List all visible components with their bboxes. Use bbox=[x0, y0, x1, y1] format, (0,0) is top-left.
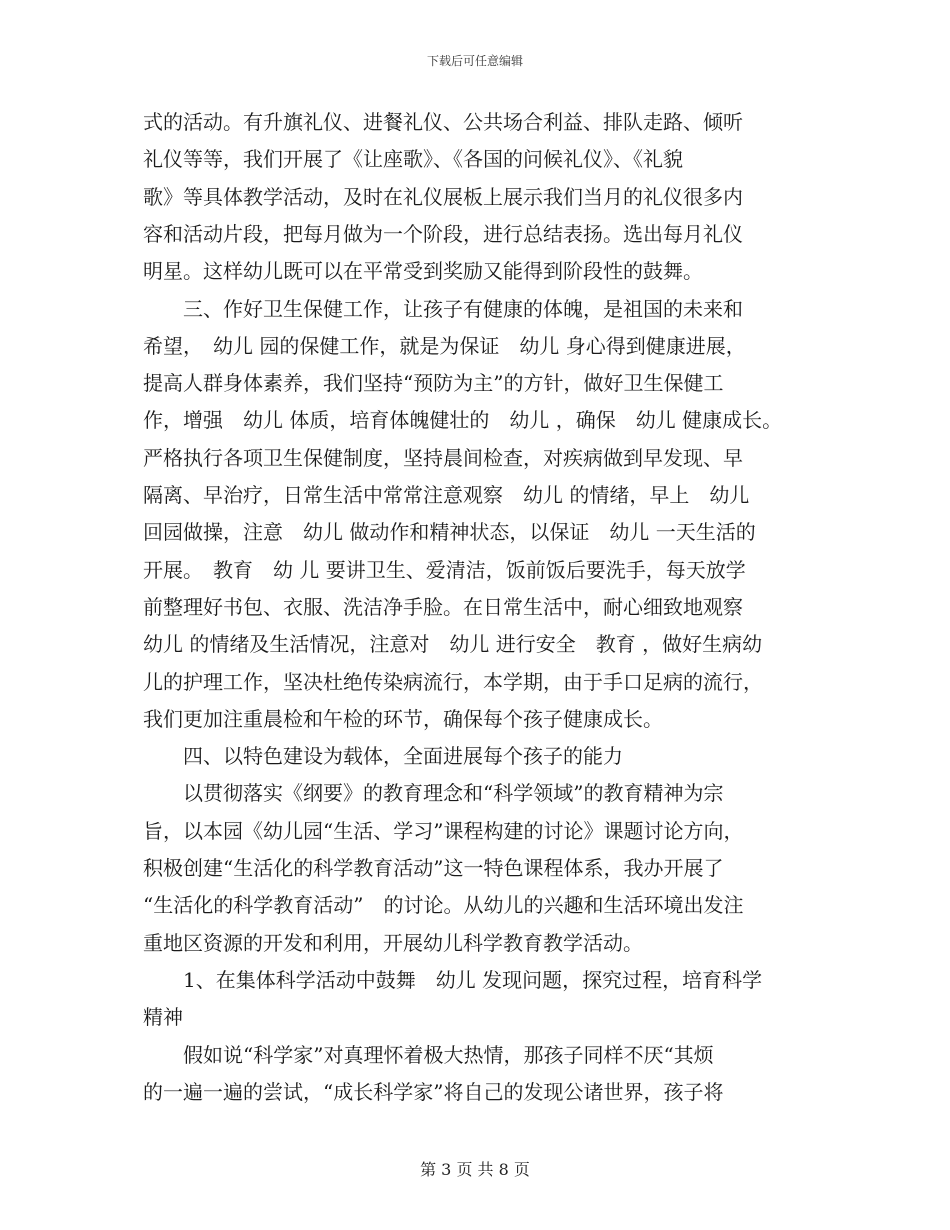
text-line: 积极创建“生活化的科学教育活动”这一特色课程体系，我办开展了 bbox=[143, 856, 724, 880]
text-line: 隔离、早治疗，日常生活中常常注意观察 幼儿 的情绪，早上 幼儿 bbox=[143, 483, 750, 507]
text-line: 希望， 幼儿 园的保健工作，就是为保证 幼儿 身心得到健康进展， bbox=[143, 333, 746, 358]
text-line: 旨，以本园《幼儿园“生活、学习”课程构建的讨论》课题讨论方向， bbox=[143, 818, 744, 843]
page-footer: 第 3 页 共 8 页 bbox=[420, 1160, 530, 1179]
text-line: 精神 bbox=[143, 1005, 183, 1030]
text-line: 开展。 教育 幼 儿 要讲卫生、爱清洁，饭前饭后要洗手，每天放学 bbox=[143, 557, 746, 582]
page-header: 下载后可任意编辑 bbox=[426, 54, 523, 68]
text-line: 的一遍一遍的尝试，“成长科学家”将自己的发现公诸世界，孩子将 bbox=[143, 1079, 724, 1104]
text-line: 歌》等具体教学活动，及时在礼仪展板上展示我们当月的礼仪很多内 bbox=[143, 184, 743, 209]
text-line: 以贯彻落实《纲要》的教育理念和“科学领域”的教育精神为宗 bbox=[143, 781, 724, 806]
text-line: 容和活动片段，把每月做为一个阶段，进行总结表扬。选出每月礼仪 bbox=[143, 221, 743, 246]
text-line: 明星。这样幼儿既可以在平常受到奖励又能得到阶段性的鼓舞。 bbox=[143, 259, 703, 284]
text-line: 作，增强 幼儿 体质，培育体魄健壮的 幼儿 ，确保 幼儿 健康成长。 bbox=[143, 408, 783, 433]
text-line: “生活化的科学教育活动” 的讨论。从幼儿的兴趣和生活环境出发注 bbox=[143, 893, 744, 918]
text-line: 我们更加注重晨检和午检的环节，确保每个孩子健康成长。 bbox=[143, 706, 663, 731]
text-line: 礼仪等等，我们开展了《让座歌》、《各国的问候礼仪》、《礼貌 bbox=[143, 147, 683, 172]
text-line: 前整理好书包、衣服、洗洁净手脸。在日常生活中，耐心细致地观察 bbox=[143, 594, 743, 619]
text-line: 严格执行各项卫生保健制度，坚持晨间检查，对疾病做到早发现、早 bbox=[143, 445, 743, 470]
text-line: 假如说“科学家”对真理怀着极大热情，那孩子同样不厌“其烦 bbox=[143, 1042, 714, 1067]
text-line: 提高人群身体素养，我们坚持“预防为主”的方针，做好卫生保健工 bbox=[143, 371, 724, 396]
text-line: 1、在集体科学活动中鼓舞 幼儿 发现问题，探究过程，培育科学 bbox=[143, 967, 763, 992]
text-line: 幼儿 的情绪及生活情况，注意对 幼儿 进行安全 教育 ，做好生病幼 bbox=[143, 632, 763, 657]
text-line: 三、作好卫生保健工作，让孩子有健康的体魄，是祖国的未来和 bbox=[143, 296, 743, 321]
text-line: 儿的护理工作，坚决杜绝传染病流行，本学期，由于手口足病的流行， bbox=[143, 669, 763, 694]
text-line: 重地区资源的开发和利用，开展幼儿科学教育教学活动。 bbox=[143, 930, 643, 955]
text-line: 回园做操，注意 幼儿 做动作和精神状态，以保证 幼儿 一天生活的 bbox=[143, 520, 756, 545]
text-line: 式的活动。有升旗礼仪、进餐礼仪、公共场合利益、排队走路、倾听 bbox=[143, 110, 743, 134]
text-line: 四、以特色建设为载体，全面进展每个孩子的能力 bbox=[143, 744, 623, 769]
